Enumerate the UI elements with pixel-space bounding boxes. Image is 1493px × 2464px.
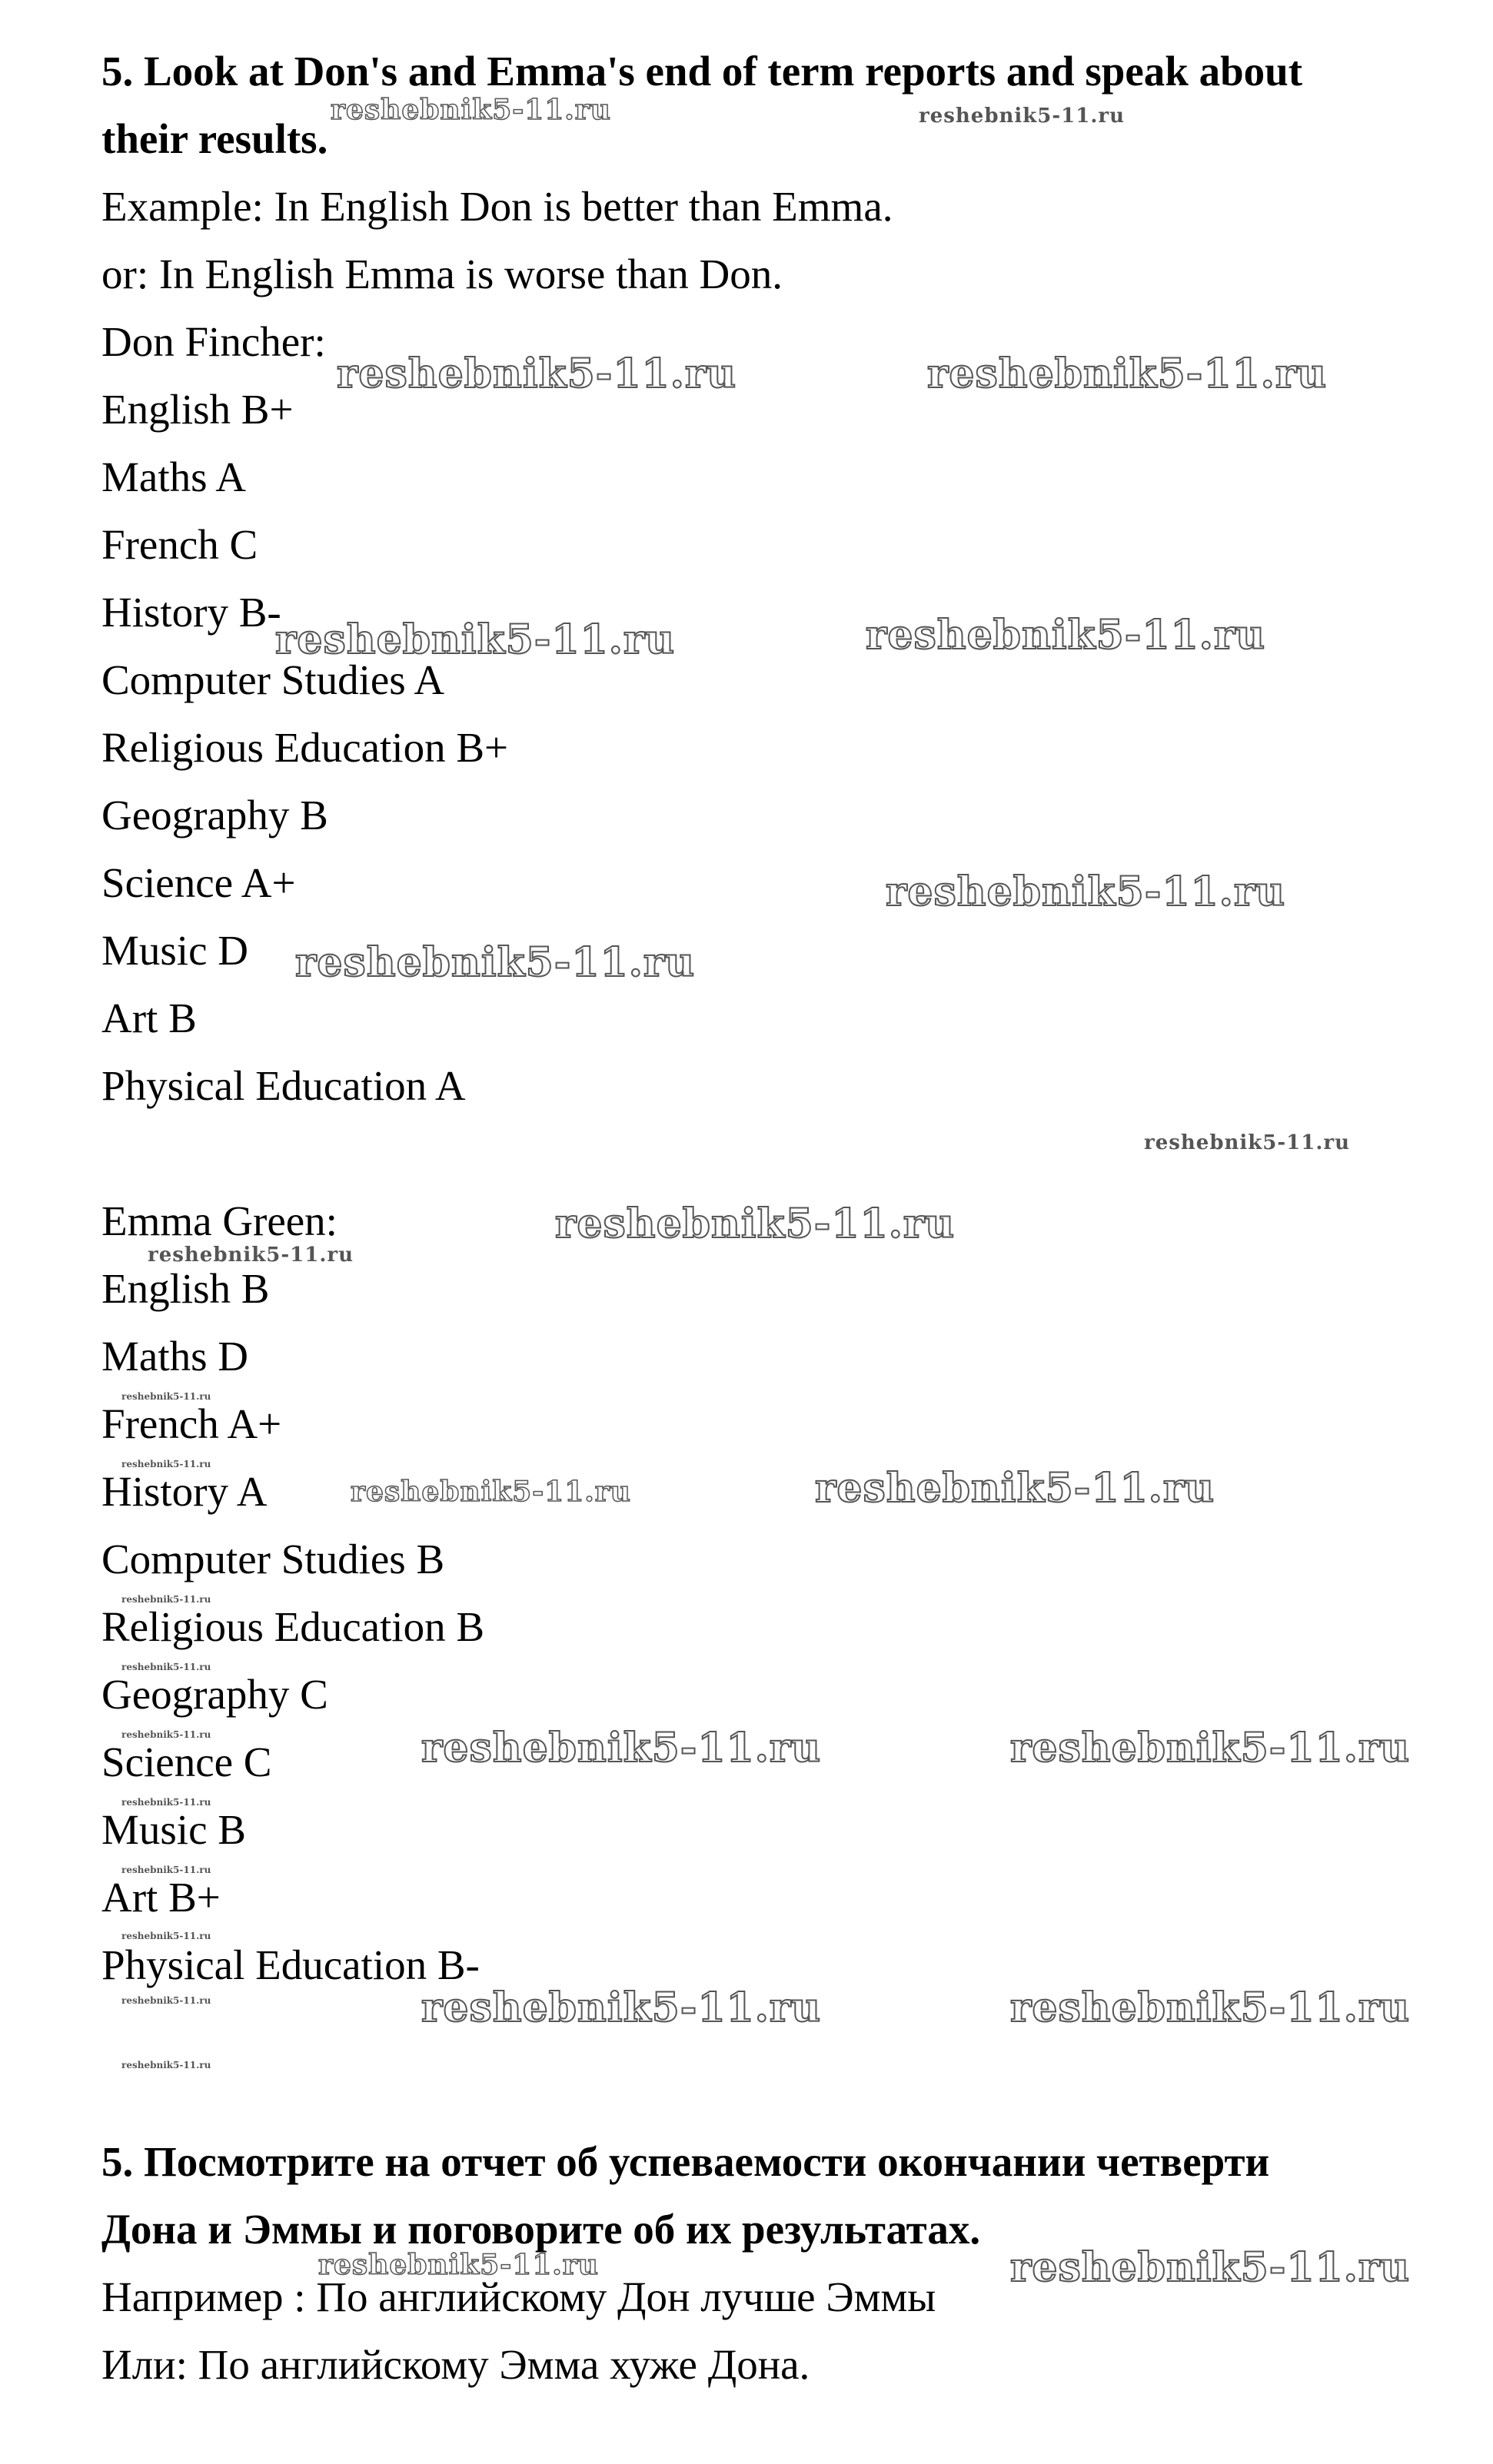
emma-grade-maths: Maths D [101, 1333, 248, 1380]
emma-grade-religious-education: Religious Education B [101, 1603, 485, 1650]
don-heading: Don Fincher: [101, 318, 326, 365]
don-grade-music: Music D [101, 927, 248, 974]
watermark: reshebnik5-11.ru [1144, 1131, 1351, 1154]
watermark: reshebnik5-11.ru [1010, 1725, 1411, 1772]
watermark: reshebnik5-11.ru [1010, 1984, 1411, 2031]
example-line-2: or: In English Emma is worse than Don. [101, 251, 783, 297]
watermark: reshebnik5-11.ru [1010, 2244, 1411, 2291]
watermark: reshebnik5-11.ru [121, 1995, 211, 2006]
watermark: reshebnik5-11.ru [927, 350, 1328, 397]
watermark: reshebnik5-11.ru [295, 939, 696, 986]
watermark: reshebnik5-11.ru [351, 1476, 631, 1508]
watermark: reshebnik5-11.ru [815, 1465, 1215, 1512]
watermark: reshebnik5-11.ru [121, 1729, 211, 1740]
ru-task-title-line-2: Дона и Эммы и поговорите об их результатах. [101, 2206, 981, 2253]
ru-example-line-1: Например : По английскому Дон лучше Эммы [101, 2273, 936, 2320]
watermark: reshebnik5-11.ru [121, 1797, 211, 1808]
emma-grade-physical-education: Physical Education B- [101, 1941, 480, 1988]
ru-example-line-2: Или: По английскому Эмма хуже Дона. [101, 2341, 810, 2388]
task-title-line-1: 5. Look at Don's and Emma's end of term reports and speak about [101, 48, 1303, 95]
emma-grade-history: History A [101, 1468, 268, 1515]
ru-task-title-line-1: 5. Посмотрите на отчет об успеваемости окончании четверти [101, 2138, 1270, 2185]
watermark: reshebnik5-11.ru [121, 1391, 211, 1402]
watermark: reshebnik5-11.ru [148, 1244, 354, 1267]
watermark: reshebnik5-11.ru [331, 94, 611, 126]
don-grade-science: Science A+ [101, 859, 296, 906]
don-grade-history: History B- [101, 589, 281, 636]
emma-grade-computer-studies: Computer Studies B [101, 1536, 445, 1582]
watermark: reshebnik5-11.ru [555, 1200, 956, 1247]
don-grade-religious-education: Religious Education B+ [101, 724, 509, 771]
watermark: reshebnik5-11.ru [866, 612, 1266, 659]
don-grade-computer-studies: Computer Studies A [101, 656, 445, 703]
emma-grade-english: English B [101, 1265, 270, 1312]
don-grade-maths: Maths A [101, 453, 246, 500]
watermark: reshebnik5-11.ru [121, 1931, 211, 1941]
don-grade-french: French C [101, 521, 258, 568]
watermark: reshebnik5-11.ru [121, 1459, 211, 1469]
emma-grade-geography: Geography C [101, 1671, 328, 1718]
example-line-1: Example: In English Don is better than Emma. [101, 183, 893, 230]
watermark: reshebnik5-11.ru [421, 1984, 822, 2031]
watermark: reshebnik5-11.ru [886, 868, 1286, 915]
watermark: reshebnik5-11.ru [919, 105, 1126, 128]
watermark: reshebnik5-11.ru [121, 2060, 211, 2070]
watermark: reshebnik5-11.ru [337, 350, 737, 397]
emma-grade-music: Music B [101, 1806, 246, 1853]
emma-grade-french: French A+ [101, 1400, 282, 1447]
watermark: reshebnik5-11.ru [318, 2249, 599, 2281]
task-title-line-2: their results. [101, 115, 328, 162]
don-grade-geography: Geography B [101, 792, 328, 838]
emma-grade-art: Art B+ [101, 1874, 221, 1921]
emma-heading: Emma Green: [101, 1197, 338, 1244]
watermark: reshebnik5-11.ru [275, 616, 676, 663]
emma-grade-science: Science C [101, 1738, 272, 1785]
don-grade-english: English B+ [101, 386, 294, 433]
don-grade-physical-education: Physical Education A [101, 1062, 466, 1109]
watermark: reshebnik5-11.ru [121, 1594, 211, 1605]
watermark: reshebnik5-11.ru [421, 1725, 822, 1772]
watermark: reshebnik5-11.ru [121, 1662, 211, 1672]
don-grade-art: Art B [101, 995, 197, 1041]
watermark: reshebnik5-11.ru [121, 1865, 211, 1875]
